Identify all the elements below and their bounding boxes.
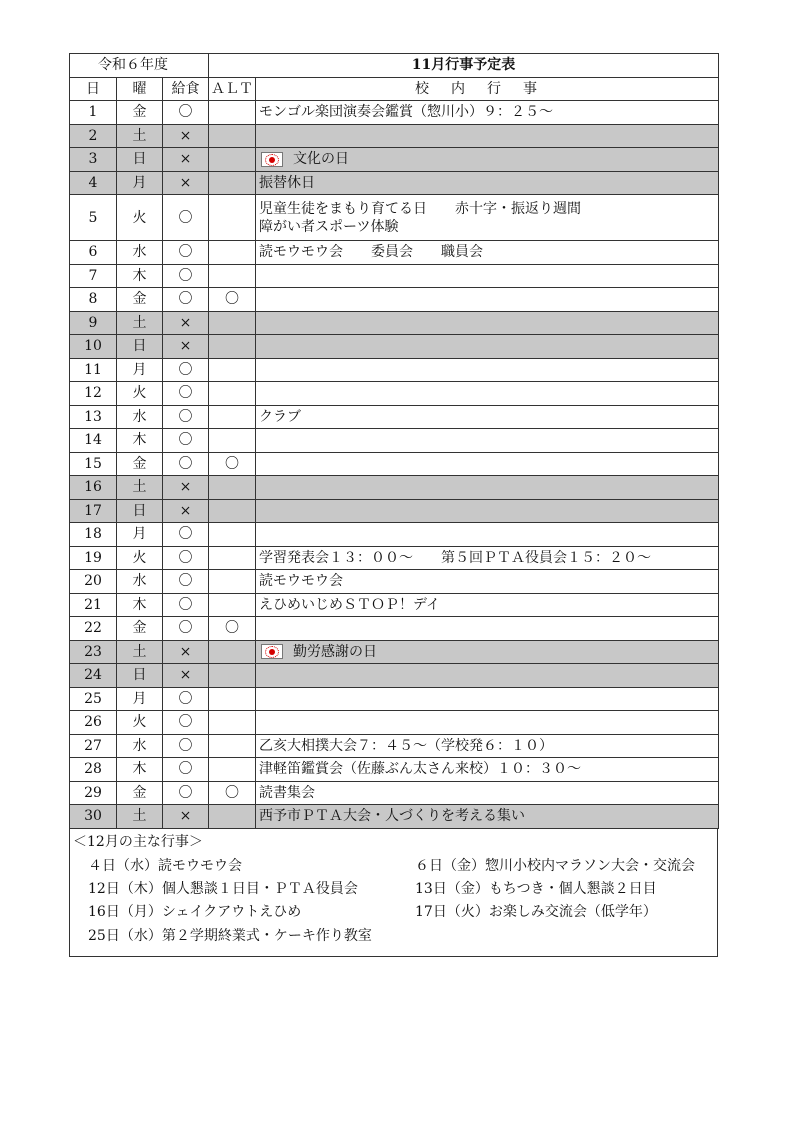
event-cell: [256, 499, 719, 523]
december-item: ６日（金）惣川小校内マラソン大会・交流会: [415, 857, 695, 874]
lunch-cell: 〇: [163, 734, 209, 758]
lunch-cell: ×: [163, 640, 209, 664]
december-item: 13日（金）もちつき・個人懇談２日目: [415, 880, 657, 897]
event-cell: [256, 288, 719, 312]
weekday-cell: 金: [117, 781, 163, 805]
event-cell: [256, 523, 719, 547]
alt-cell: [209, 711, 256, 735]
schedule-row: [70, 781, 719, 805]
lunch-cell: 〇: [163, 617, 209, 641]
weekday-cell: 月: [117, 358, 163, 382]
event-cell: [256, 570, 719, 594]
weekday-cell: 土: [117, 805, 163, 829]
lunch-cell: 〇: [163, 264, 209, 288]
national-flag-icon: [261, 152, 283, 167]
lunch-cell: ×: [163, 124, 209, 148]
day-cell: 19: [70, 546, 117, 570]
event-cell: [256, 593, 719, 617]
event-text: 勤労感謝の日: [293, 643, 377, 660]
lunch-cell: 〇: [163, 711, 209, 735]
lunch-cell: 〇: [163, 101, 209, 125]
alt-cell: [209, 640, 256, 664]
day-cell: 29: [70, 781, 117, 805]
schedule-row: [70, 429, 719, 453]
header-alt: ＡＬＴ: [209, 77, 256, 101]
schedule-sheet: [69, 53, 718, 957]
lunch-cell: ×: [163, 335, 209, 359]
alt-cell: [209, 101, 256, 125]
day-cell: 13: [70, 405, 117, 429]
schedule-row: [70, 452, 719, 476]
weekday-cell: 火: [117, 382, 163, 406]
day-cell: 11: [70, 358, 117, 382]
day-cell: 6: [70, 241, 117, 265]
weekday-cell: 水: [117, 734, 163, 758]
day-cell: 5: [70, 195, 117, 241]
header-lunch: 給食: [163, 77, 209, 101]
weekday-cell: 木: [117, 264, 163, 288]
lunch-cell: ×: [163, 311, 209, 335]
lunch-cell: 〇: [163, 452, 209, 476]
event-cell: [256, 640, 719, 664]
day-cell: 17: [70, 499, 117, 523]
header-day: 日: [70, 77, 117, 101]
day-cell: 27: [70, 734, 117, 758]
header-row: [70, 77, 719, 101]
schedule-row: [70, 241, 719, 265]
lunch-cell: 〇: [163, 758, 209, 782]
event-cell: [256, 687, 719, 711]
weekday-cell: 日: [117, 148, 163, 172]
lunch-cell: ×: [163, 805, 209, 829]
schedule-row: [70, 264, 719, 288]
event-text: 児童生徒をまもり育てる日 赤十字・振返り週間: [259, 200, 581, 217]
event-text: 振替休日: [259, 174, 315, 191]
alt-cell: [209, 171, 256, 195]
day-cell: 22: [70, 617, 117, 641]
event-cell: [256, 664, 719, 688]
day-cell: 2: [70, 124, 117, 148]
event-text: えひめいじめＳＴＯＰ！デイ: [259, 596, 441, 613]
schedule-row: [70, 570, 719, 594]
day-cell: 4: [70, 171, 117, 195]
event-text: 津軽笛鑑賞会（佐藤ぶん太さん来校）１０：３０～: [259, 761, 581, 778]
lunch-cell: 〇: [163, 195, 209, 241]
weekday-cell: 金: [117, 452, 163, 476]
schedule-row: [70, 617, 719, 641]
event-cell: [256, 405, 719, 429]
event-text: 学習発表会１３：００～ 第５回ＰＴＡ役員会１５：２０～: [259, 549, 651, 566]
alt-cell: [209, 664, 256, 688]
alt-cell: 〇: [209, 781, 256, 805]
alt-cell: 〇: [209, 617, 256, 641]
lunch-cell: 〇: [163, 523, 209, 547]
weekday-cell: 日: [117, 664, 163, 688]
weekday-cell: 月: [117, 171, 163, 195]
lunch-cell: ×: [163, 148, 209, 172]
lunch-cell: 〇: [163, 687, 209, 711]
weekday-cell: 水: [117, 570, 163, 594]
weekday-cell: 日: [117, 335, 163, 359]
day-cell: 7: [70, 264, 117, 288]
day-cell: 25: [70, 687, 117, 711]
event-text: 読モウモウ会 委員会 職員会: [259, 244, 483, 261]
header-event: [256, 77, 719, 101]
lunch-cell: 〇: [163, 781, 209, 805]
day-cell: 8: [70, 288, 117, 312]
weekday-cell: 木: [117, 758, 163, 782]
weekday-cell: 月: [117, 687, 163, 711]
schedule-row: [70, 523, 719, 547]
lunch-cell: 〇: [163, 241, 209, 265]
schedule-row: [70, 405, 719, 429]
event-cell: [256, 617, 719, 641]
event-text: クラブ: [259, 408, 301, 425]
lunch-cell: 〇: [163, 593, 209, 617]
schedule-row: [70, 148, 719, 172]
event-cell: [256, 382, 719, 406]
lunch-cell: 〇: [163, 570, 209, 594]
alt-cell: [209, 358, 256, 382]
lunch-cell: 〇: [163, 405, 209, 429]
alt-cell: [209, 429, 256, 453]
event-cell: [256, 171, 719, 195]
weekday-cell: 水: [117, 241, 163, 265]
schedule-row: [70, 734, 719, 758]
schedule-row: [70, 758, 719, 782]
event-cell: [256, 358, 719, 382]
alt-cell: [209, 148, 256, 172]
december-item: 16日（月）シェイクアウトえひめ: [88, 903, 302, 920]
alt-cell: [209, 546, 256, 570]
lunch-cell: ×: [163, 476, 209, 500]
alt-cell: [209, 311, 256, 335]
weekday-cell: 火: [117, 195, 163, 241]
schedule-row: [70, 476, 719, 500]
event-cell: [256, 546, 719, 570]
day-cell: 20: [70, 570, 117, 594]
weekday-cell: 金: [117, 101, 163, 125]
schedule-row: [70, 546, 719, 570]
alt-cell: [209, 593, 256, 617]
day-cell: 1: [70, 101, 117, 125]
schedule-row: [70, 195, 719, 241]
event-cell: [256, 429, 719, 453]
schedule-row: [70, 640, 719, 664]
weekday-cell: 木: [117, 593, 163, 617]
schedule-table: [69, 53, 719, 829]
event-cell: [256, 124, 719, 148]
schedule-row: [70, 805, 719, 829]
event-cell: [256, 101, 719, 125]
weekday-cell: 土: [117, 476, 163, 500]
alt-cell: [209, 124, 256, 148]
lunch-cell: ×: [163, 664, 209, 688]
title-row: [70, 54, 719, 78]
alt-cell: 〇: [209, 452, 256, 476]
national-flag-icon: [261, 644, 283, 659]
event-cell: [256, 452, 719, 476]
lunch-cell: 〇: [163, 429, 209, 453]
day-cell: 10: [70, 335, 117, 359]
schedule-row: [70, 124, 719, 148]
weekday-cell: 月: [117, 523, 163, 547]
event-cell: [256, 711, 719, 735]
weekday-cell: 土: [117, 640, 163, 664]
event-text: 乙亥大相撲大会７：４５～（学校発６：１０）: [259, 737, 553, 754]
event-cell: [256, 264, 719, 288]
alt-cell: [209, 195, 256, 241]
weekday-cell: 金: [117, 288, 163, 312]
schedule-row: [70, 101, 719, 125]
december-item: ４日（水）読モウモウ会: [88, 857, 242, 874]
schedule-row: [70, 711, 719, 735]
weekday-cell: 木: [117, 429, 163, 453]
schedule-row: [70, 593, 719, 617]
schedule-row: [70, 687, 719, 711]
weekday-cell: 火: [117, 546, 163, 570]
schedule-row: [70, 311, 719, 335]
day-cell: 16: [70, 476, 117, 500]
day-cell: 28: [70, 758, 117, 782]
day-cell: 3: [70, 148, 117, 172]
alt-cell: [209, 570, 256, 594]
lunch-cell: ×: [163, 171, 209, 195]
lunch-cell: 〇: [163, 358, 209, 382]
schedule-row: [70, 335, 719, 359]
event-text: 読モウモウ会: [259, 573, 343, 590]
schedule-row: [70, 499, 719, 523]
alt-cell: [209, 805, 256, 829]
event-cell: [256, 758, 719, 782]
lunch-cell: 〇: [163, 546, 209, 570]
event-cell: [256, 148, 719, 172]
day-cell: 12: [70, 382, 117, 406]
event-cell: [256, 311, 719, 335]
event-text: 読書集会: [259, 784, 315, 801]
event-text: モンゴル楽団演奏会鑑賞（惣川小）９：２５～: [259, 104, 553, 121]
schedule-row: [70, 171, 719, 195]
event-text: 障がい者スポーツ体験: [259, 218, 399, 235]
alt-cell: [209, 523, 256, 547]
event-cell: [256, 781, 719, 805]
alt-cell: [209, 476, 256, 500]
alt-cell: [209, 499, 256, 523]
event-cell: [256, 241, 719, 265]
event-text: 文化の日: [293, 151, 349, 168]
alt-cell: 〇: [209, 288, 256, 312]
day-cell: 30: [70, 805, 117, 829]
lunch-cell: ×: [163, 499, 209, 523]
december-item: 12日（木）個人懇談１日目・ＰＴＡ役員会: [88, 880, 358, 897]
alt-cell: [209, 405, 256, 429]
day-cell: 26: [70, 711, 117, 735]
event-cell: [256, 195, 719, 241]
day-cell: 14: [70, 429, 117, 453]
header-event-label: 校内行事: [415, 80, 559, 97]
weekday-cell: 日: [117, 499, 163, 523]
schedule-row: [70, 664, 719, 688]
december-heading: ＜12月の主な行事＞: [73, 833, 203, 850]
event-text: 西予市ＰＴＡ大会・人づくりを考える集い: [259, 808, 525, 825]
day-cell: 24: [70, 664, 117, 688]
schedule-row: [70, 288, 719, 312]
event-cell: [256, 476, 719, 500]
december-events-box: [69, 829, 718, 957]
alt-cell: [209, 758, 256, 782]
weekday-cell: 火: [117, 711, 163, 735]
day-cell: 23: [70, 640, 117, 664]
alt-cell: [209, 687, 256, 711]
december-item: 17日（火）お楽しみ交流会（低学年）: [415, 903, 657, 920]
header-weekday: 曜: [117, 77, 163, 101]
page-title: 11月行事予定表: [209, 54, 719, 78]
schedule-row: [70, 358, 719, 382]
weekday-cell: 土: [117, 311, 163, 335]
weekday-cell: 土: [117, 124, 163, 148]
lunch-cell: 〇: [163, 288, 209, 312]
alt-cell: [209, 241, 256, 265]
weekday-cell: 金: [117, 617, 163, 641]
event-cell: [256, 335, 719, 359]
alt-cell: [209, 335, 256, 359]
december-item: 25日（水）第２学期終業式・ケーキ作り教室: [88, 927, 372, 944]
event-cell: [256, 734, 719, 758]
alt-cell: [209, 382, 256, 406]
day-cell: 15: [70, 452, 117, 476]
weekday-cell: 水: [117, 405, 163, 429]
schedule-row: [70, 382, 719, 406]
day-cell: 18: [70, 523, 117, 547]
event-cell: [256, 805, 719, 829]
fiscal-year: 令和６年度: [70, 54, 209, 78]
alt-cell: [209, 734, 256, 758]
lunch-cell: 〇: [163, 382, 209, 406]
day-cell: 9: [70, 311, 117, 335]
alt-cell: [209, 264, 256, 288]
day-cell: 21: [70, 593, 117, 617]
